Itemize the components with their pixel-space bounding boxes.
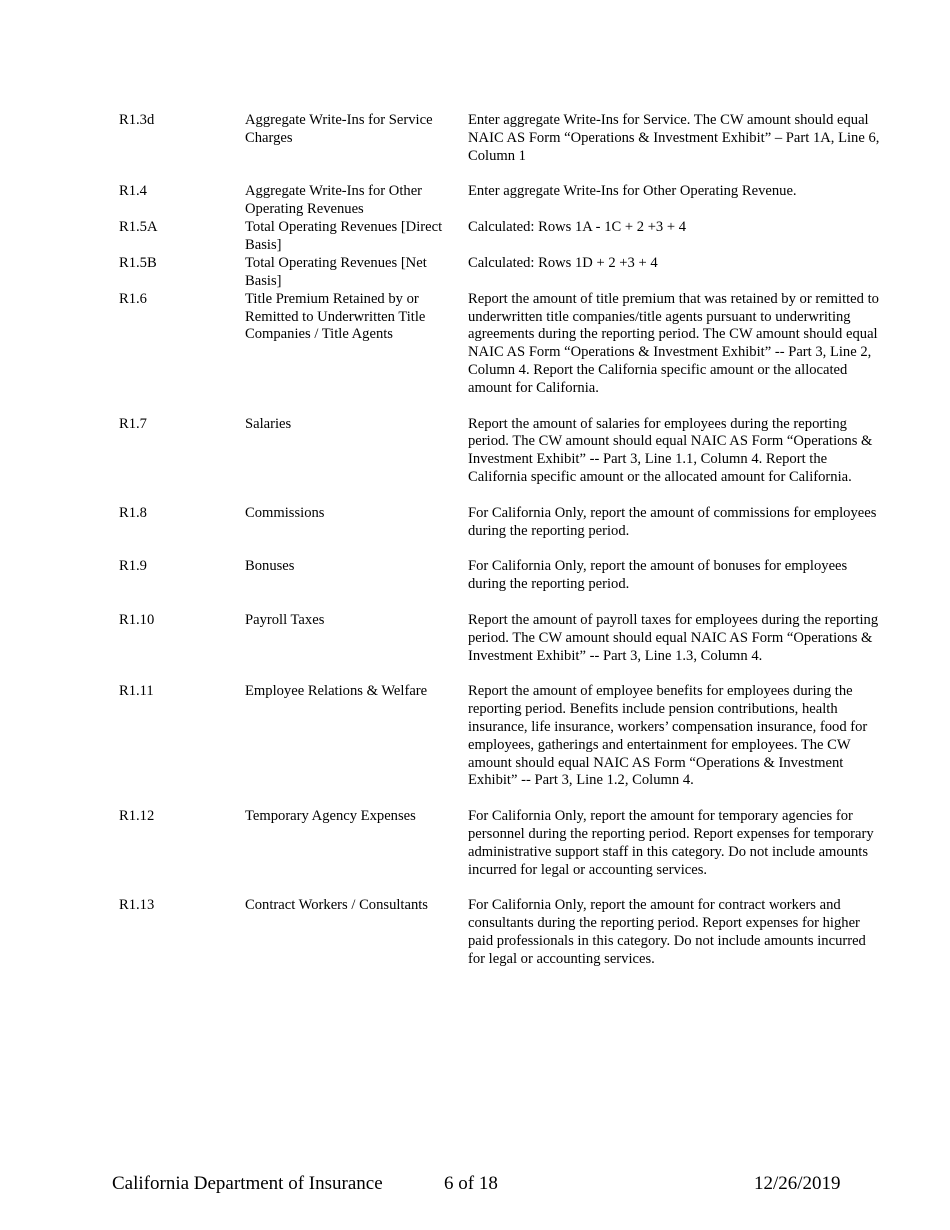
table-row xyxy=(0,112,950,165)
row-name: Total Operating Revenues [Net Basis] xyxy=(245,254,427,289)
footer-date: 12/26/2019 xyxy=(754,1173,841,1194)
row-code: R1.10 xyxy=(119,611,155,628)
row-code: R1.7 xyxy=(119,415,147,432)
table-row xyxy=(0,219,950,253)
row-name: Payroll Taxes xyxy=(245,611,325,628)
row-code: R1.6 xyxy=(119,290,147,307)
row-code: R1.11 xyxy=(119,683,154,700)
table-row xyxy=(0,254,950,289)
definitions-table xyxy=(0,112,950,986)
row-name: Temporary Agency Expenses xyxy=(245,808,416,825)
row-code: R1.5A xyxy=(119,219,158,236)
row-name: Contract Workers / Consultants xyxy=(245,897,428,914)
row-description: Calculated: Rows 1A - 1C + 2 +3 + 4 xyxy=(468,219,687,236)
row-code: R1.8 xyxy=(119,504,147,521)
row-code: R1.5B xyxy=(119,254,157,271)
row-name: Total Operating Revenues [Direct Basis] xyxy=(245,219,443,253)
row-description: Enter aggregate Write-Ins for Other Operating Revenue. xyxy=(468,183,797,200)
row-name: Salaries xyxy=(245,415,292,432)
row-name: Commissions xyxy=(245,504,325,521)
row-description: Report the amount of payroll taxes for employees during the reporting period. The CW amount should equal NAIC AS Form “Operations & Investment Exhibit” -- Part 3, Line 1.3, Column 4. xyxy=(468,611,879,664)
row-description: Calculated: Rows 1D + 2 +3 + 4 xyxy=(468,254,658,271)
table-row xyxy=(0,683,950,790)
row-name: Aggregate Write-Ins for Service Charges xyxy=(245,112,433,146)
row-description: Report the amount of employee benefits for employees during the reporting period. Benefits include pension contributions, health insurance, life insurance, workers’ compensation insurance, food for employees, gatherings and entertainment for employees. The CW amount should equal NAIC AS Form “Operations & Investment Exhibit” -- Part 3, Line 1.2, Column 4. xyxy=(468,683,868,789)
row-name: Title Premium Retained by or Remitted to Underwritten Title Companies / Title Agents xyxy=(245,290,426,343)
table-row xyxy=(0,612,950,665)
row-description: Report the amount of salaries for employees during the reporting period. The CW amount should equal NAIC AS Form “Operations & Investment Exhibit” -- Part 3, Line 1.1, Column 4. Report the California specific amount or the allocated amount for California. xyxy=(468,415,873,485)
row-description: Report the amount of title premium that was retained by or remitted to underwritten title companies/title agents pursuant to underwriting agreements during the reporting period. The CW amount should equal NAIC AS Form “Operations & Investment Exhibit” -- Part 3, Line 2, Column 4. Report the California specific amount or the allocated amount for California. xyxy=(468,290,879,396)
row-description: For California Only, report the amount of bonuses for employees during the reporting period. xyxy=(468,558,848,593)
table-row xyxy=(0,505,950,541)
row-description: For California Only, report the amount of commissions for employees during the reporting period. xyxy=(468,504,877,539)
table-row xyxy=(0,558,950,594)
row-name: Aggregate Write-Ins for Other Operating Revenues xyxy=(245,183,423,218)
page-footer xyxy=(0,1172,950,1198)
row-code: R1.13 xyxy=(119,897,155,914)
footer-organization: California Department of Insurance xyxy=(112,1173,383,1194)
row-name: Bonuses xyxy=(245,558,295,575)
row-description: For California Only, report the amount for temporary agencies for personnel during the reporting period. Report expenses for temporary administrative support staff in this category. Do not include amounts incurred for legal or accounting services. xyxy=(468,808,874,878)
table-row xyxy=(0,897,950,968)
row-description: For California Only, report the amount for contract workers and consultants during the reporting period. Report expenses for higher paid professionals in this category. Do not include amounts incurred for legal or accounting services. xyxy=(468,897,866,967)
table-row xyxy=(0,808,950,879)
row-code: R1.4 xyxy=(119,183,147,200)
table-row xyxy=(0,291,950,398)
row-code: R1.3d xyxy=(119,112,155,128)
table-row xyxy=(0,183,950,218)
row-name: Employee Relations & Welfare xyxy=(245,683,428,700)
row-code: R1.12 xyxy=(119,808,155,825)
row-code: R1.9 xyxy=(119,558,147,575)
table-row xyxy=(0,416,950,487)
row-description: Enter aggregate Write-Ins for Service. The CW amount should equal NAIC AS Form “Operations & Investment Exhibit” – Part 1A, Line 6, Column 1 xyxy=(468,112,880,164)
footer-page-number: 6 of 18 xyxy=(444,1173,498,1194)
